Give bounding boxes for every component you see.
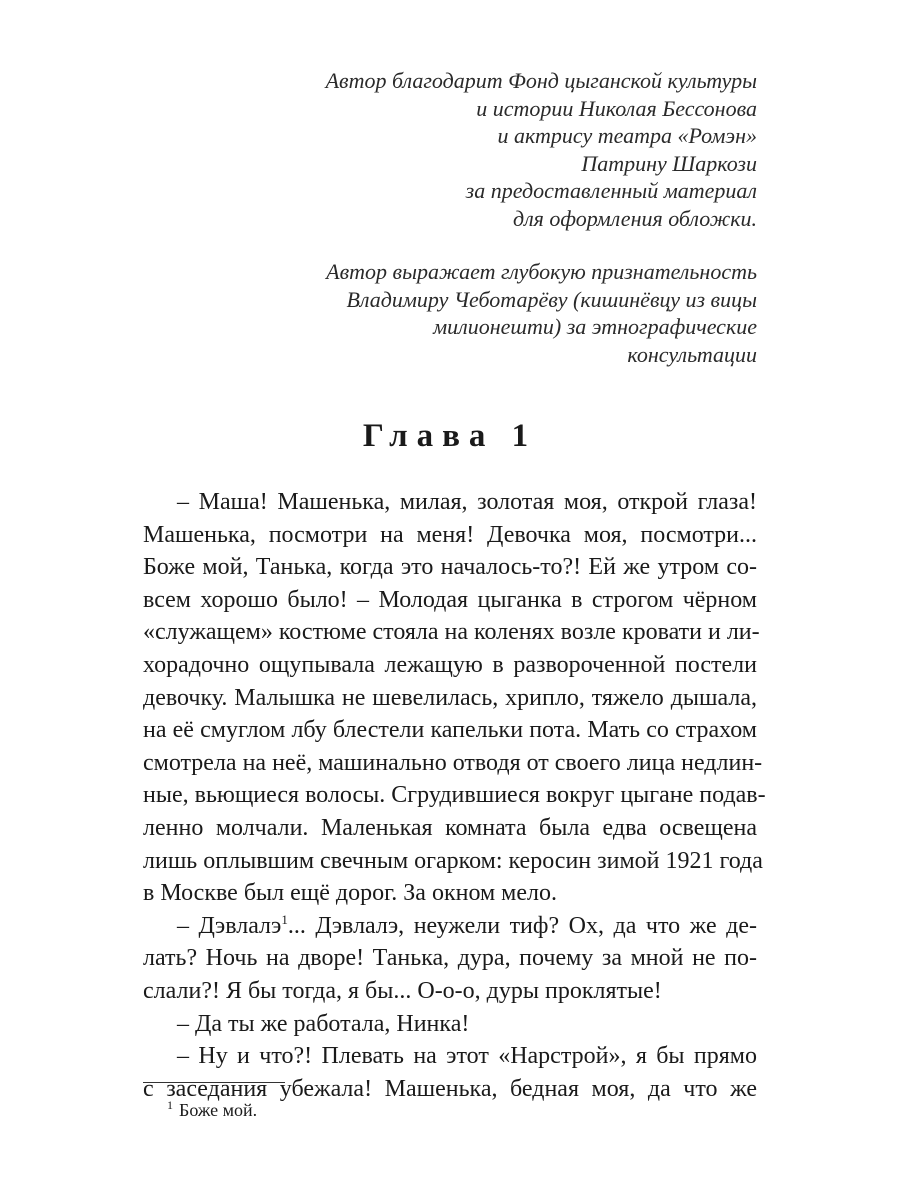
text-line: – Ну и что?! Плевать на этот «Нарстрой», я бы прямо	[177, 1043, 757, 1070]
text-line: всем хорошо было! – Молодая цыганка в строгом чёрном	[143, 586, 757, 613]
paragraph-1	[143, 486, 766, 910]
text-line: на её смуглом лбу блестели капельки пота. Мать со страхом	[143, 717, 757, 744]
text-line: ные, вьющиеся волосы. Сгрудившиеся вокруг цыгане подав-	[143, 782, 766, 809]
acknowledgement-block-2	[237, 258, 757, 368]
text-line: слали?! Я бы тогда, я бы... О-о-о, дуры проклятые!	[143, 977, 662, 1004]
paragraph-3	[143, 1008, 757, 1041]
text-line	[143, 910, 757, 943]
text-line: – Да ты же работала, Нинка!	[177, 1010, 470, 1037]
text-line: ленно молчали. Маленькая комната была едва освещена	[143, 814, 757, 841]
text-line: Машенька, посмотри на меня! Девочка моя, посмотри...	[143, 521, 757, 548]
paragraph-2	[143, 910, 757, 1008]
ack-line: Патрину Шаркози	[581, 150, 757, 176]
ack-line: Автор выражает глубокую признательность	[326, 259, 757, 284]
footnote-divider	[143, 1082, 285, 1083]
chapter-body	[143, 486, 766, 1105]
footnote-number: 1	[167, 1098, 173, 1112]
text-line: «служащем» костюме стояла на коленях возле кровати и ли-	[143, 619, 760, 646]
ack-line: для оформления обложки.	[512, 205, 757, 231]
text-line: смотрела на неё, машинально отводя от своего лица недлин-	[143, 749, 763, 776]
dialogue-continuation: ... Дэвлалэ, неужели тиф? Ох, да что же де-	[287, 912, 757, 939]
acknowledgement-block-1	[237, 67, 757, 232]
text-line: лишь оплывшим свечным огарком: керосин зимой 1921 года	[143, 847, 763, 874]
ack-line: Владимиру Чеботарёву (кишинёвцу из вицы	[346, 286, 757, 312]
ack-line: Автор благодарит Фонд цыганской культуры	[325, 68, 757, 93]
text-line: с заседания убежала! Машенька, бедная моя, да что же	[143, 1075, 757, 1102]
text-line: хорадочно ощупывала лежащую в развороченной постели	[143, 651, 757, 678]
dialogue-start: – Дэвлалэ	[177, 912, 282, 939]
ack-line: консультации	[627, 341, 757, 367]
text-line: лать? Ночь на дворе! Танька, дура, почему за мной не по-	[143, 945, 757, 972]
ack-line: милионешти) за этнографические	[433, 314, 757, 339]
text-line: Боже мой, Танька, когда это началось-то?! Ей же утром со-	[143, 554, 757, 581]
ack-line: и актрису театра «Ромэн»	[497, 123, 757, 148]
text-line: в Москве был ещё дорог. За окном мело.	[143, 880, 557, 907]
footnote-reference[interactable]: 1	[281, 911, 288, 927]
text-line: девочку. Малышка не шевелилась, хрипло, тяжело дышала,	[143, 684, 757, 711]
text-line: – Маша! Машенька, милая, золотая моя, открой глаза!	[177, 489, 757, 515]
chapter-title: Глава 1	[362, 418, 538, 454]
footnote-text: Боже мой.	[179, 1100, 258, 1120]
footnote	[167, 1093, 257, 1122]
ack-line: за предоставленный материал	[465, 178, 757, 203]
ack-line: и истории Николая Бессонова	[476, 95, 757, 121]
